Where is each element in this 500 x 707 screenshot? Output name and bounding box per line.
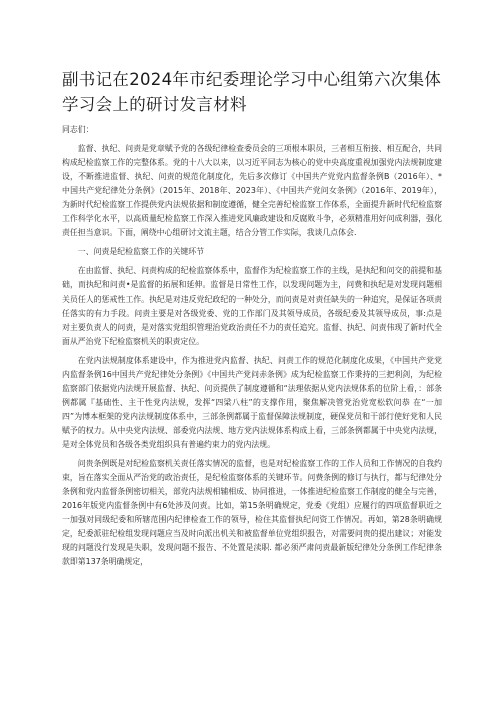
section-heading-1: 一、问责是纪检监察工作的关键环节 [77, 247, 205, 257]
document-title: 副书记在2024年市纪委理论学习中心组第六次集体学习会上的研讨发言材料 [62, 70, 442, 114]
paragraph-intro: 监督、执纪、问责是党章赋予党的各级纪律检查委员会的三项根本职员，三者相互衔接、相互配合，共同构成纪检监察工作的完整体系。党的十八大以来，以习近平同志为核心的党中央高度重视加强党内法规制度建设，不断推进监督、执纪、问责的规范化制度化，先后多次修订《中国共产党党内监督条例B（2016年）、*中国共产党纪律处分条例》（2015年、2018年、2023年）、《中国共产党问女条例》（2016年、2019年），为新时代纪检监察工作提供党内法规依据和制度遵循，健全完善纪检监察工作体系，全面提升新时代纪检监察工作科学化水平，以高质量纪检监察工作深入推进党风廉政建设和反腐败斗争，必须精准用好问成利器，强化责任担当意识。下面，阐绕中心组研讨文流主题，结合分管工作实际，我谈几点体会. [62, 144, 442, 238]
salutation: 同志们： [62, 125, 94, 134]
paragraph-body-1: 在由监督、执纪、问责构成的纪检监察体系中，监督作为纪检监察工作的主线，是执纪和问交的前提和基础，而执纪和问责•是监督的拓展和延伸。监督是日常性工作，以发现问题为主，问费和执纪是对发现问题相关员任人的惩戒性工作。执纪是对违反党纪政纪的一种处分，而问责是对责任缺失的一种追究，是保证各项责任落实的有力手段。问责主要是对各级党委、党的工作部门及其领导成员，各级纪委及其领导成员，事:点是对主要负责人的问责，是对落实党组织管理治党政治责任不力的责任追究。监督、执纪、问责伟现了新时代全面从严治党下纪检监察机关的职责定位。 [62, 266, 442, 346]
document-body [62, 123, 442, 569]
paragraph-body-2: 在党内法规制度体系建设中，作为推进党内监督、执纪、问责工作的规范化制度化成果，《中国共产党党内监督条例16中国共产党纪律处分条例》《中国共产党问赤条例》成为纪检监察工作秉持的三把利剑，为纪检监察部门依据党内法规开展监督、执纪、问贡提供了制度遵循和“法理依据从党内法规体系的位阶上看，：部条例都属『基础性、主干性党内法规，发挥“四梁八柱”的支撑作用，聚焦解决管党治党宽松软问恭 在“一加四”为博本框架的党内法规制度体系中，三部条例都属于监督保障法规制度，硬保党员和干部行使好党和人民赋予的权力。从中央党内法规、部委党内法规、地方党内法规体系构成上看，三部条例都属于中央党内法规，是对全体党员和各级各类党组织具有普遍约束力的党内法规。 [62, 355, 442, 449]
paragraph-body-3: 问贵条例既是对纪检监察机关责任落实情况的监督，也是对纪检监察工作的工作人员和工作情况的自我约束，旨在落实全面从严治党的政治责任，是纪检监察体系的关键环节。问费条例的修订与执行，都与纪律处分条例和党内监督条例密切相关，部党内法规相辅相成、协同推进，一体推进纪检监察工作制度的健全与完善，2016年版党内监督条例中有6处涉及问责。比如，第15条明确规定，党委《党组）应履行的四项监督职近之一加强对同级纪委和所辖范围内纪律检查工作的领导，检住其监督执纪问资工作情况。再如，第28条明确规定，纪委派驻纪检组发现问题应当及时向派出机关和被监督单位党组织报告，对需要问贵的提出建议；对能发现的问题没行发现是失职，发现问题不报告、不处置是渎职. 都必须严肃问责最新版纪律处分条例工作纪律条款即第137条明确规定， [62, 459, 442, 567]
